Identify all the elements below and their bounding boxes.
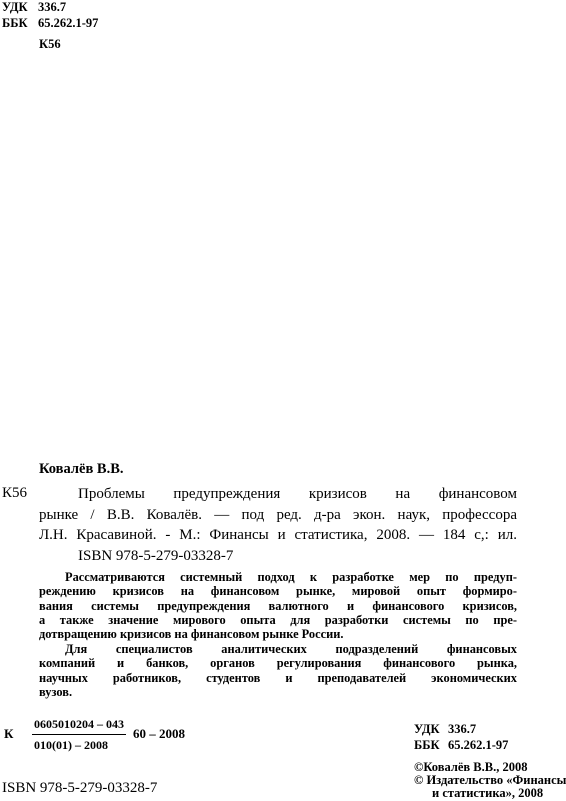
isbn-line: ISBN 978-5-279-03328-7 (78, 547, 234, 564)
formula-numerator: 0605010204 – 043 (34, 717, 124, 731)
description-line: Проблемы предупреждения кризисов на финансовом (78, 486, 517, 502)
description-line: Л.Н. Красавиной. - М.: Финансы и статистика, 2008. — 184 с,: ил. (39, 527, 517, 543)
description-line: рынке / В.В. Ковалёв. — под ред. д-ра экон. наук, профессора (39, 506, 517, 523)
formula-denominator: 010(01) – 2008 (34, 738, 108, 752)
bbk-value: 65.262.1-97 (38, 16, 99, 30)
author-sign-top: К56 (39, 37, 61, 51)
audience-line: компаний и банков, органов регулирования финансового рынка, (39, 656, 517, 671)
udk-code-bottom (414, 722, 476, 737)
annotation-line: Рассматриваются системный подход к разработке мер по предуп- (65, 570, 517, 584)
audience-line: Для специалистов аналитических подразделений финансовых (65, 642, 517, 656)
author-name: Ковалёв В.В. (39, 461, 124, 477)
audience-line: научных работников, студентов и преподавателей экономических (39, 670, 517, 685)
copyright-author: ©Ковалёв В.В., 2008 (414, 760, 528, 774)
annotation-line: вания системы предупреждения валютного и финансового кризисов, (39, 598, 517, 613)
audience-note (39, 642, 517, 699)
audience-line: вузов. (39, 684, 73, 699)
udk-value: 336.7 (448, 722, 477, 736)
bibliographic-description (39, 484, 517, 566)
author-sign: К56 (2, 485, 28, 501)
bbk-value: 65.262.1-97 (448, 738, 509, 752)
bbk-code-top (2, 16, 98, 31)
bbk-label: ББК (414, 738, 440, 752)
annotation-line: дотвращению кризисов на финансовом рынке России. (39, 627, 344, 642)
udk-code-top (2, 0, 66, 15)
bbk-label: ББК (2, 16, 28, 30)
bbk-code-bottom (414, 738, 508, 753)
annotation-line: реждению кризисов на финансовом рынке, мировой опыт формиро- (39, 584, 517, 599)
udk-label: УДК (414, 722, 440, 736)
udk-label: УДК (2, 0, 28, 14)
copyright-publisher: © Издательство «Финансы (414, 773, 566, 787)
formula-letter: К (4, 726, 14, 741)
isbn-bottom: ISBN 978-5-279-03328-7 (2, 780, 158, 796)
formula-fraction-bar (32, 734, 126, 735)
annotation (39, 570, 517, 641)
udk-value: 336.7 (38, 0, 67, 14)
copyright-publisher-cont: и статистика», 2008 (432, 786, 544, 800)
annotation-line: а также значение мирового опыта для разработки системы по пре- (39, 612, 517, 627)
formula-tail: 60 – 2008 (133, 726, 185, 741)
